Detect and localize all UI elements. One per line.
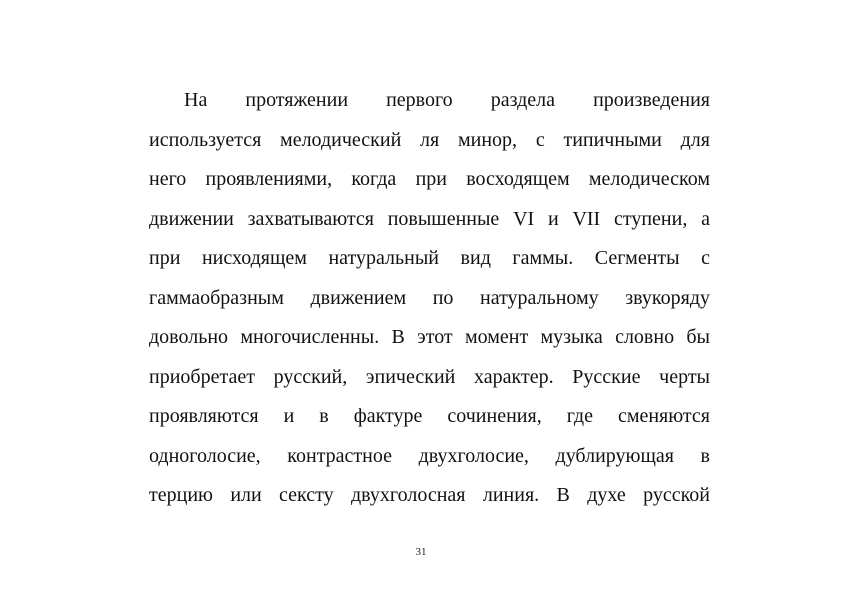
text-line: проявляются и в фактуре сочинения, где сменяются bbox=[149, 405, 710, 427]
text-line: одноголосие, контрастное двухголосие, дублирующая в bbox=[149, 444, 710, 467]
text-line: приобретает русский, эпический характер. Русские черты bbox=[149, 365, 710, 388]
text-line: используется мелодический ля минор, с типичными для bbox=[149, 128, 710, 151]
text-line: при нисходящем натуральный вид гаммы. Сегменты с bbox=[149, 247, 710, 269]
text-line: довольно многочисленны. В этот момент музыка словно бы bbox=[149, 326, 710, 348]
page-number: 31 bbox=[415, 546, 427, 558]
text-line: терцию или сексту двухголосная линия. В духе русской bbox=[149, 484, 710, 506]
paragraph bbox=[149, 85, 710, 520]
text-line: гаммаобразным движением по натуральному звукоряду bbox=[149, 286, 710, 309]
text-line: движении захватываются повышенные VI и VII ступени, а bbox=[149, 207, 710, 230]
text-line: На протяжении первого раздела произведения bbox=[184, 89, 710, 111]
text-line: него проявлениями, когда при восходящем мелодическом bbox=[149, 168, 710, 190]
